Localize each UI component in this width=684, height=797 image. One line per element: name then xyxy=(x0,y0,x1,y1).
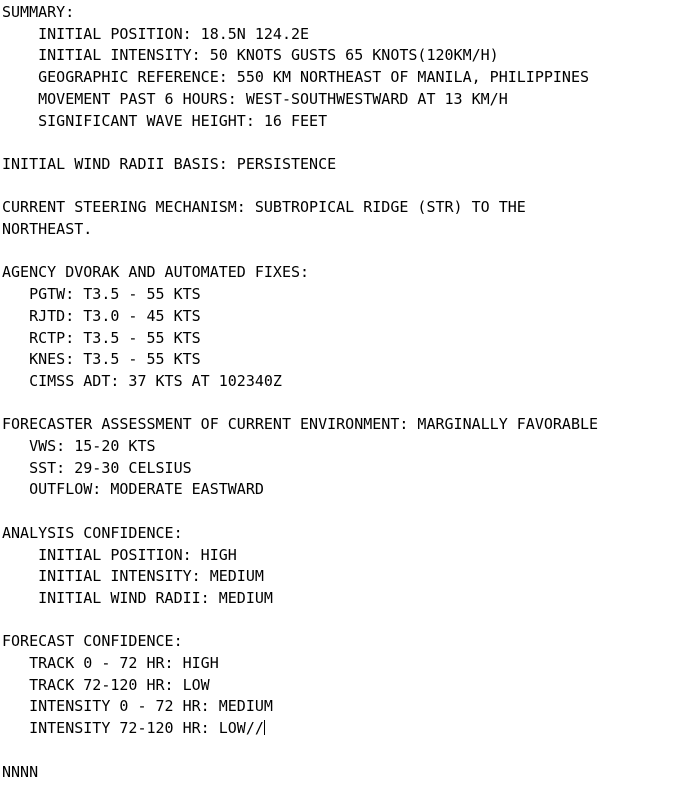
document-line: OUTFLOW: MODERATE EASTWARD xyxy=(2,480,264,499)
document-line: ANALYSIS CONFIDENCE: xyxy=(2,523,183,542)
document-end-marker: NNNN xyxy=(2,762,39,781)
document-line-blank xyxy=(2,176,684,198)
document-line-blank xyxy=(2,610,684,632)
document-line: TRACK 72-120 HR: LOW xyxy=(2,675,210,694)
document-line: AGENCY DVORAK AND AUTOMATED FIXES: xyxy=(2,263,310,282)
document-line: INITIAL POSITION: 18.5N 124.2E xyxy=(2,24,310,43)
document-line: SST: 29-30 CELSIUS xyxy=(2,458,192,477)
document-line: PGTW: T3.5 - 55 KTS xyxy=(2,285,201,304)
document-line-blank xyxy=(2,501,684,523)
document-line: RJTD: T3.0 - 45 KTS xyxy=(2,306,201,325)
document-line-blank xyxy=(2,740,684,762)
document-line: CIMSS ADT: 37 KTS AT 102340Z xyxy=(2,371,282,390)
document-line-text: INTENSITY 72-120 HR: LOW// xyxy=(2,719,264,738)
document-line: MOVEMENT PAST 6 HOURS: WEST-SOUTHWESTWARD AT 13 KM/H xyxy=(2,89,508,108)
document-line: FORECASTER ASSESSMENT OF CURRENT ENVIRONMENT: MARGINALLY FAVORABLE xyxy=(2,415,599,434)
text-cursor xyxy=(264,720,265,735)
document-line-with-cursor[interactable] xyxy=(2,718,684,740)
document-line: INITIAL WIND RADII: MEDIUM xyxy=(2,588,273,607)
document-line: INTENSITY 0 - 72 HR: MEDIUM xyxy=(2,697,273,716)
document-line: TRACK 0 - 72 HR: HIGH xyxy=(2,654,219,672)
document-line: FORECAST CONFIDENCE: xyxy=(2,632,183,651)
document-line: SUMMARY: xyxy=(2,3,75,21)
document-line: NORTHEAST. xyxy=(2,220,93,238)
document-line: INITIAL WIND RADII BASIS: PERSISTENCE xyxy=(2,154,337,173)
document-line: INITIAL INTENSITY: 50 KNOTS GUSTS 65 KNOTS(120KM/H) xyxy=(2,46,499,65)
document-line: RCTP: T3.5 - 55 KTS xyxy=(2,328,201,347)
document-line: CURRENT STEERING MECHANISM: SUBTROPICAL RIDGE (STR) TO THE xyxy=(2,198,526,217)
document-line: VWS: 15-20 KTS xyxy=(2,437,156,455)
document-line: KNES: T3.5 - 55 KTS xyxy=(2,350,201,369)
document-line: INITIAL POSITION: HIGH xyxy=(2,545,237,564)
document-line-blank xyxy=(2,241,684,263)
document-line-blank xyxy=(2,132,684,154)
document-line: SIGNIFICANT WAVE HEIGHT: 16 FEET xyxy=(2,111,328,130)
document-line: INITIAL INTENSITY: MEDIUM xyxy=(2,567,264,586)
document-line-blank xyxy=(2,393,684,415)
document-line: GEOGRAPHIC REFERENCE: 550 KM NORTHEAST OF MANILA, PHILIPPINES xyxy=(2,68,589,87)
